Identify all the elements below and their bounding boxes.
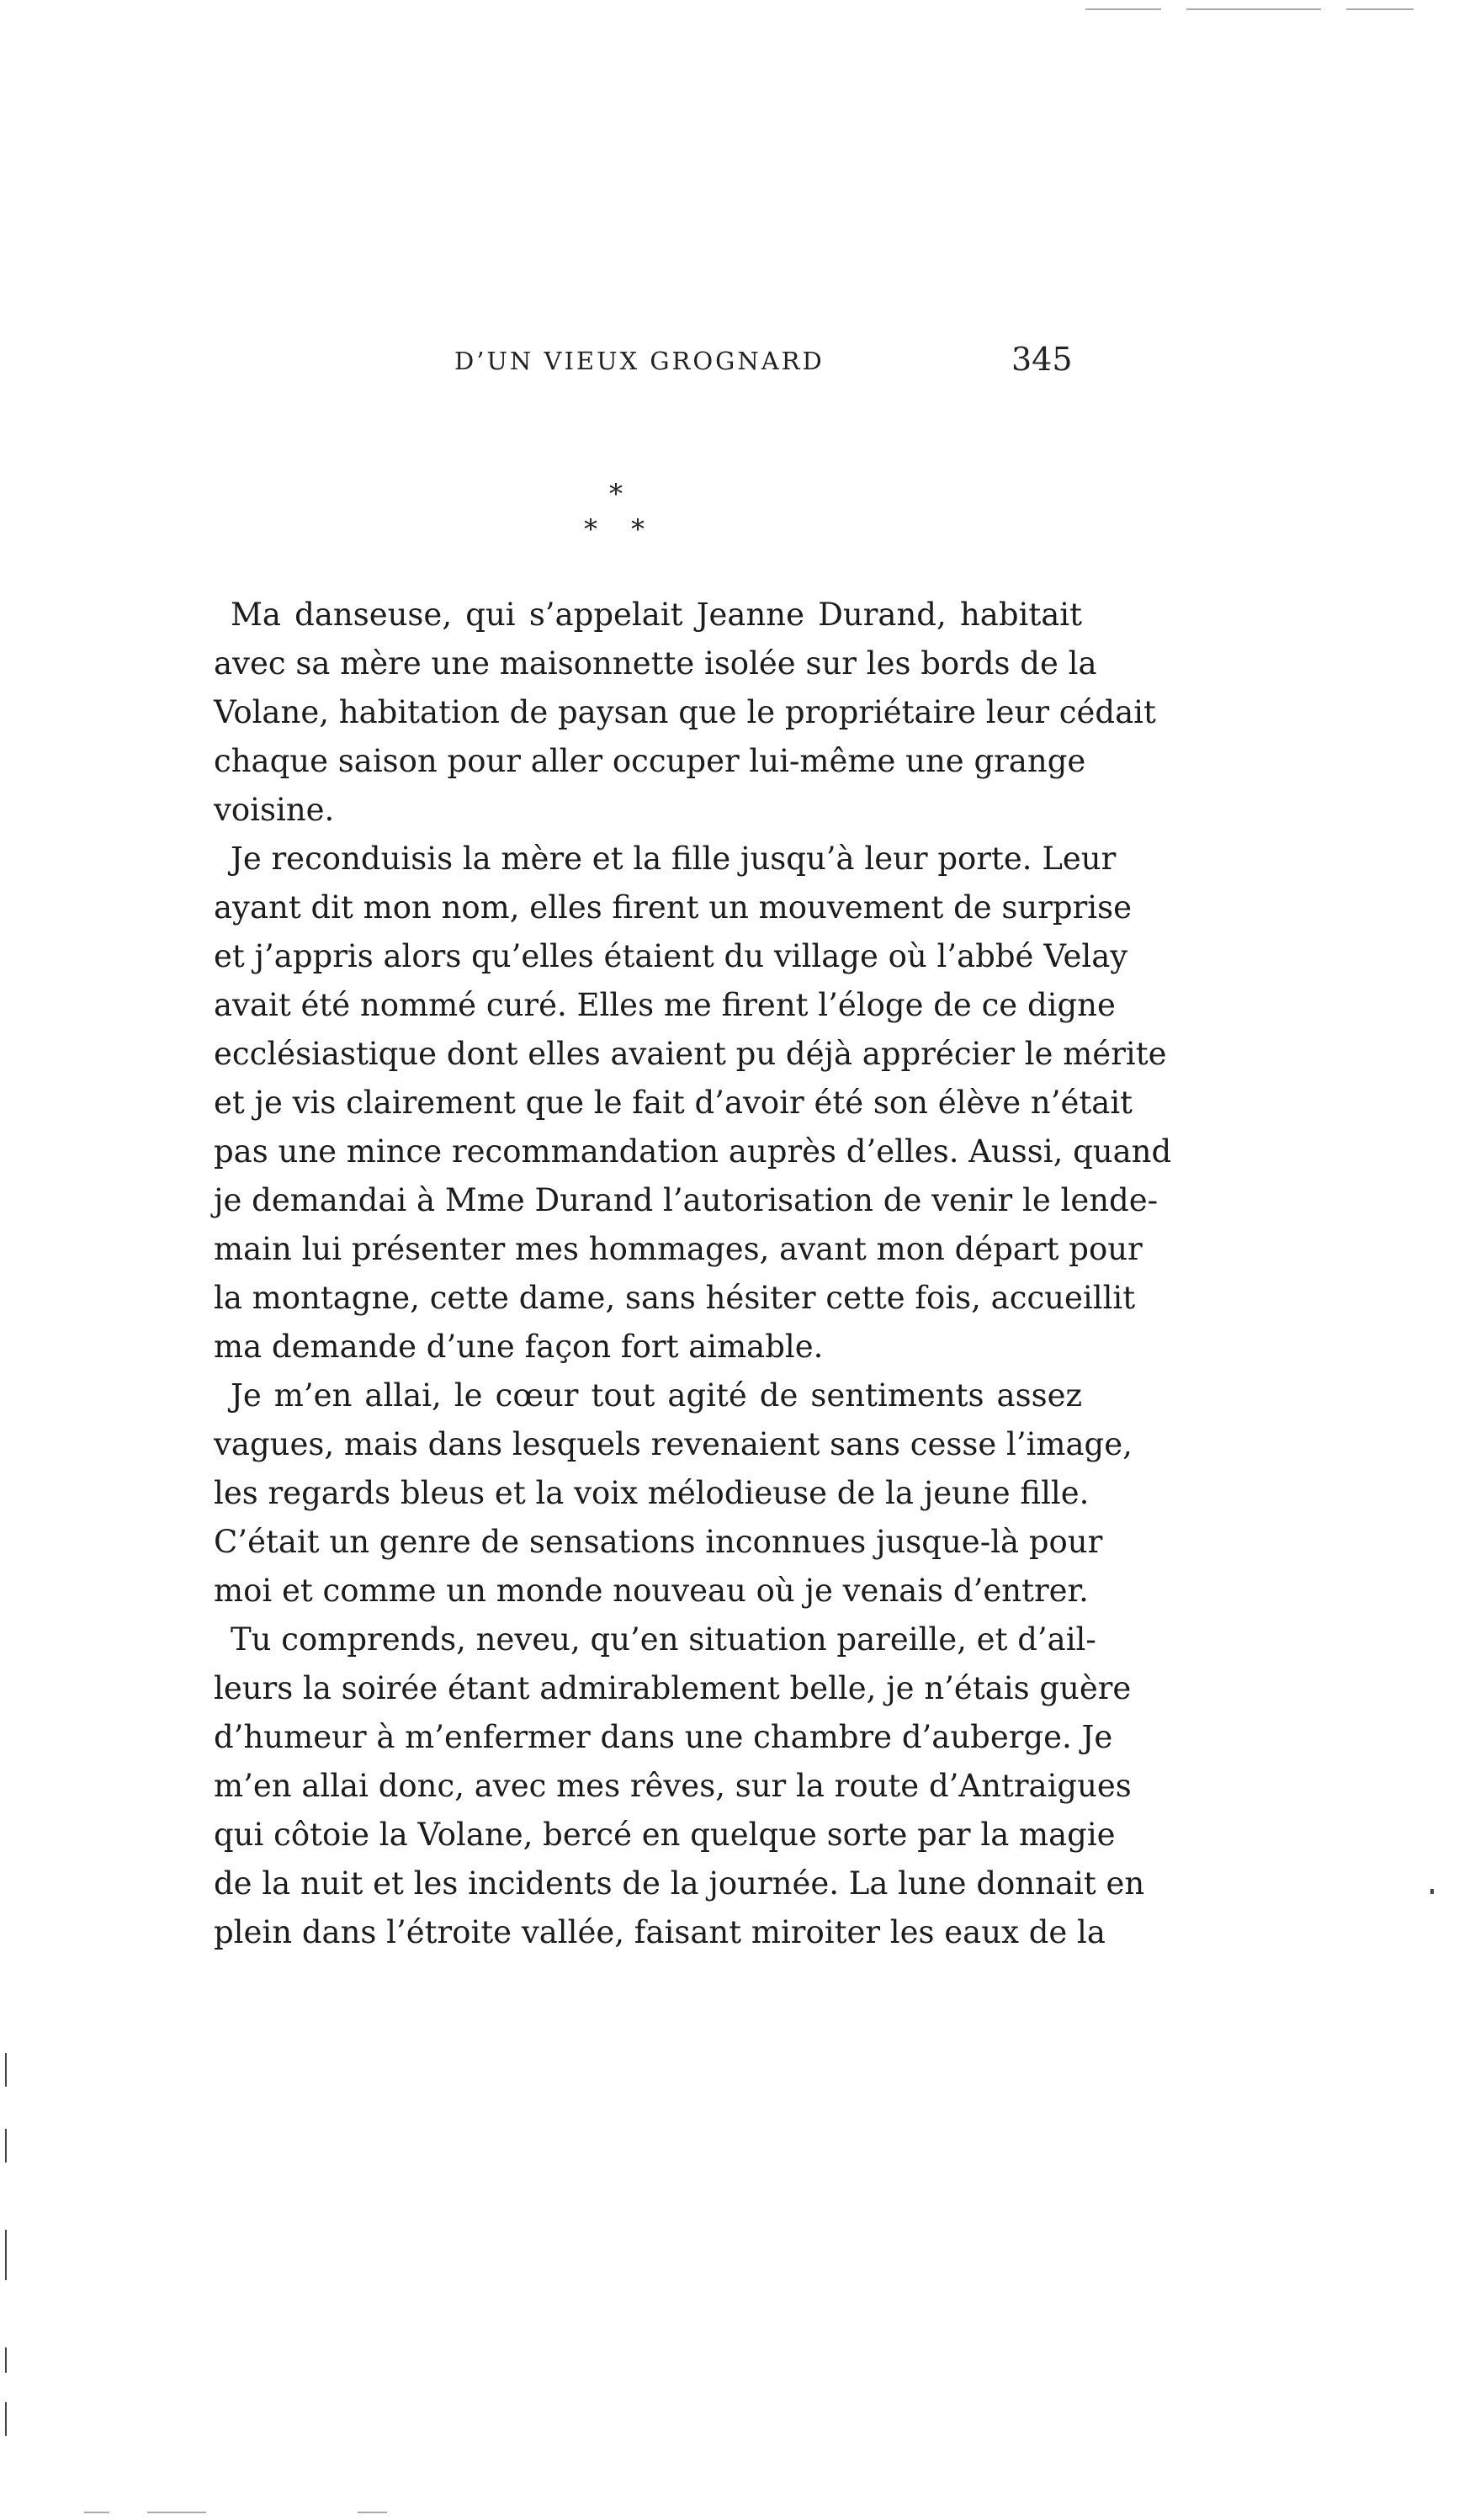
text-line: je demandai à Mme Durand l’autorisation de venir le lende- bbox=[214, 1182, 1159, 1218]
text-line: et j’appris alors qu’elles étaient du village où l’abbé Velay bbox=[214, 938, 1128, 974]
text-line: ecclésiastique dont elles avaient pu déjà apprécier le mérite bbox=[214, 1036, 1167, 1072]
scan-artifact bbox=[1346, 8, 1414, 10]
text-line: main lui présenter mes hommages, avant mon départ pour bbox=[214, 1231, 1143, 1267]
asterism-star: * bbox=[631, 513, 645, 545]
text-line: chaque saison pour aller occuper lui-même une grange bbox=[214, 743, 1086, 779]
text-line: leurs la soirée étant admirablement belle, je n’étais guère bbox=[214, 1670, 1132, 1706]
text-line: pas une mince recommandation auprès d’elles. Aussi, quand bbox=[214, 1133, 1172, 1170]
scan-artifact bbox=[84, 2512, 109, 2513]
page-number: 345 bbox=[1011, 341, 1073, 378]
scan-artifact bbox=[1085, 8, 1161, 10]
asterism-star: * bbox=[609, 478, 623, 510]
text-line: m’en allai donc, avec mes rêves, sur la route d’Antraigues bbox=[214, 1768, 1132, 1804]
text-line: de la nuit et les incidents de la journée. La lune donnait en bbox=[214, 1865, 1145, 1902]
text-line: avait été nommé curé. Elles me firent l’éloge de ce digne bbox=[214, 987, 1116, 1023]
margin-mark bbox=[5, 2348, 7, 2373]
margin-mark bbox=[5, 2402, 7, 2436]
text-line: voisine. bbox=[214, 792, 335, 828]
running-title: D’UN VIEUX GROGNARD bbox=[454, 347, 825, 375]
scan-artifact bbox=[1186, 8, 1321, 10]
text-line: les regards bleus et la voix mélodieuse de la jeune fille. bbox=[214, 1475, 1090, 1511]
asterism-star: * bbox=[584, 513, 597, 545]
margin-mark bbox=[5, 2129, 7, 2162]
text-line: Ma danseuse, qui s’appelait Jeanne Durand, habitait bbox=[231, 597, 1082, 633]
text-line: la montagne, cette dame, sans hésiter cette fois, accueillit bbox=[214, 1280, 1136, 1316]
scan-artifact bbox=[147, 2512, 206, 2513]
text-line: Volane, habitation de paysan que le propriétaire leur cédait bbox=[214, 694, 1156, 730]
text-line: avec sa mère une maisonnette isolée sur les bords de la bbox=[214, 645, 1097, 682]
text-line: plein dans l’étroite vallée, faisant miroiter les eaux de la bbox=[214, 1914, 1106, 1950]
body-text bbox=[214, 591, 1172, 1957]
text-line: qui côtoie la Volane, bercé en quelque sorte par la magie bbox=[214, 1817, 1116, 1853]
text-line: ayant dit mon nom, elles firent un mouvement de surprise bbox=[214, 889, 1133, 926]
scan-artifact bbox=[358, 2512, 387, 2513]
text-line: Je m’en allai, le cœur tout agité de sentiments assez bbox=[231, 1377, 1082, 1414]
text-line: et je vis clairement que le fait d’avoir été son élève n’était bbox=[214, 1085, 1133, 1121]
text-line: d’humeur à m’enfermer dans une chambre d’auberge. Je bbox=[214, 1719, 1113, 1755]
margin-mark bbox=[1430, 1889, 1434, 1894]
text-line: vagues, mais dans lesquels revenaient sans cesse l’image, bbox=[214, 1426, 1133, 1462]
text-line: Tu comprends, neveu, qu’en situation pareille, et d’ail- bbox=[231, 1621, 1096, 1658]
text-line: C’était un genre de sensations inconnues jusque-là pour bbox=[214, 1524, 1103, 1560]
text-line: Je reconduisis la mère et la fille jusqu’à leur porte. Leur bbox=[231, 841, 1117, 877]
text-line: ma demande d’une façon fort aimable. bbox=[214, 1329, 824, 1365]
margin-mark bbox=[5, 2230, 7, 2280]
section-break-asterism bbox=[581, 478, 673, 554]
margin-mark bbox=[5, 2053, 7, 2087]
text-line: moi et comme un monde nouveau où je venais d’entrer. bbox=[214, 1573, 1089, 1609]
